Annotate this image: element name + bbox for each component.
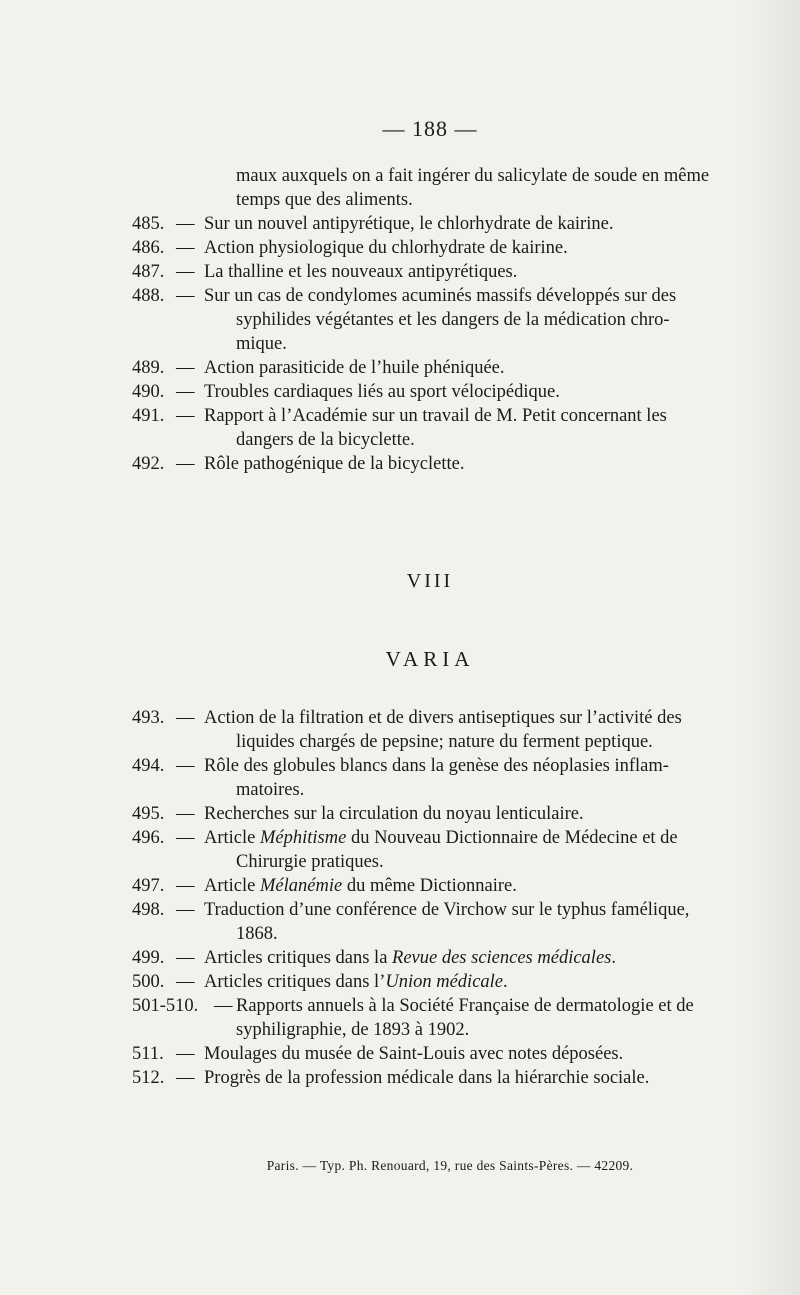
entry-text-post: . [611,948,616,968]
entry-number: 499. [132,948,165,968]
entry-item [132,284,752,356]
entry-dash: — [176,238,195,258]
entry-text: La thalline et les nouveaux antipyrétiques. [204,262,518,282]
entry-item [132,898,752,946]
entry-number: 491. [132,406,165,426]
entry-text-cont: syphiligraphie, de 1893 à 1902. [236,1020,470,1040]
entry-text: Rôle des globules blancs dans la genèse des néoplasies inflam- [204,756,669,776]
entry-text-cont: liquides chargés de pepsine; nature du ferment peptique. [236,732,653,752]
entry-item [132,212,752,236]
entry-text-cont: Chirurgie pratiques. [236,852,384,872]
entry-item [132,970,752,994]
entry-dash: — [214,996,233,1016]
entry-text-pre: Article [204,828,260,848]
entry-number: 498. [132,900,165,920]
entry-text [204,946,752,970]
entry-number: 485. [132,214,165,234]
entry-item [132,404,752,452]
entry-text: Action de la filtration et de divers antiseptiques sur l’activité des [204,708,682,728]
entry-text: Recherches sur la circulation du noyau lenticulaire. [204,804,584,824]
entry-text-cont: matoires. [236,780,305,800]
entry-number: 511. [132,1044,164,1064]
entry-text: Rôle pathogénique de la bicyclette. [204,454,465,474]
entry-text: Action parasiticide de l’huile phéniquée. [204,358,505,378]
entry-item [132,826,752,874]
entry-text-pre: Articles critiques dans la [204,948,393,968]
entry-item [132,802,752,826]
entry-text-cont: 1868. [236,924,278,944]
bottom-entry-list [132,706,752,1090]
footer-city: Paris. [266,1158,299,1173]
entry-number: 488. [132,286,165,306]
entry-text: Action physiologique du chlorhydrate de kairine. [204,238,568,258]
entry-text-post: du même Dictionnaire. [342,876,517,896]
entry-dash: — [176,804,195,824]
entry-dash: — [176,406,195,426]
entry-number: 495. [132,804,165,824]
entry-text [204,826,752,850]
bottom-entries [132,706,752,1090]
entry-item [132,874,752,898]
entry-text-italic: Mélanémie [260,876,343,896]
entry-item [132,236,752,260]
entry-text: Rapports annuels à la Société Française de dermatologie et de [236,996,694,1016]
entry-item [132,452,752,476]
entry-item [132,754,752,802]
entry-dash: — [176,358,195,378]
entry-item [132,1042,752,1066]
entry-number: 490. [132,382,165,402]
section-title: VARIA [385,647,475,671]
entry-number: 486. [132,238,165,258]
entry-text: Sur un cas de condylomes acuminés massifs développés sur des [204,286,677,306]
entry-text-pre: Article [204,876,260,896]
entry-item [132,706,752,754]
entry-text: Rapport à l’Académie sur un travail de M. Petit concernant les [204,406,667,426]
entry-text-italic: Union médicale [385,972,504,992]
entry-number: 493. [132,708,165,728]
entry-text-pre: Articles critiques dans l’ [204,972,386,992]
entry-text-italic: Méphitisme [260,828,347,848]
entry-dash: — [176,972,195,992]
entry-dash: — [176,756,195,776]
entry-number: 489. [132,358,165,378]
entry-dash: — [176,382,195,402]
entry-item [132,1066,752,1090]
entry-number: 494. [132,756,165,776]
entry-number: 501-510. [132,996,199,1016]
entry-dash: — [176,1044,195,1064]
entry-dash: — [176,214,195,234]
entry-text-post: du Nouveau Dictionnaire de Médecine et de [346,828,678,848]
continuation-line-2: temps que des aliments. [236,190,413,210]
entry-number: 497. [132,876,165,896]
entry-text [204,874,752,898]
entry-dash: — [176,828,195,848]
top-entry-list [132,164,752,476]
page-number: — 188 — [382,116,478,141]
entry-item [132,994,752,1042]
entry-dash: — [176,948,195,968]
entry-dash: — [176,262,195,282]
entry-number: 500. [132,972,165,992]
entry-text: Moulages du musée de Saint-Louis avec notes déposées. [204,1044,624,1064]
entry-text-post: . [503,972,508,992]
entry-dash: — [176,876,195,896]
entry-dash: — [176,708,195,728]
entry-number: 487. [132,262,165,282]
entry-item [132,380,752,404]
entry-text: Progrès de la profession médicale dans la hiérarchie sociale. [204,1068,650,1088]
entry-item [132,260,752,284]
entry-dash: — [176,286,195,306]
footer-separator: — [302,1158,317,1173]
top-entries [132,212,752,476]
footer-printer: Typ. Ph. Renouard, 19, rue des Saints-Pères. [319,1158,574,1173]
entry-dash: — [176,1068,195,1088]
entry-number: 512. [132,1068,165,1088]
entry-number: 496. [132,828,165,848]
entry-dash: — [176,900,195,920]
entry-text-cont: dangers de la bicyclette. [236,430,415,450]
entry-text-cont: syphilides végétantes et les dangers de la médication chro- [236,310,670,330]
entry-number: 492. [132,454,165,474]
footer-code: — 42209. [576,1158,634,1173]
printer-footer [0,1158,800,1174]
entry-text-italic: Revue des sciences médicales [392,948,612,968]
entry-item [132,356,752,380]
entry-text [204,970,752,994]
section-number: VIII [406,570,454,592]
entry-text: Troubles cardiaques liés au sport vélocipédique. [204,382,560,402]
entry-text-cont: mique. [236,334,287,354]
entry-dash: — [176,454,195,474]
entry-text: Traduction d’une conférence de Virchow sur le typhus famélique, [204,900,690,920]
continuation-line-1: maux auxquels on a fait ingérer du salicylate de soude en même [236,166,710,186]
entry-text: Sur un nouvel antipyrétique, le chlorhydrate de kairine. [204,214,614,234]
entry-item [132,946,752,970]
